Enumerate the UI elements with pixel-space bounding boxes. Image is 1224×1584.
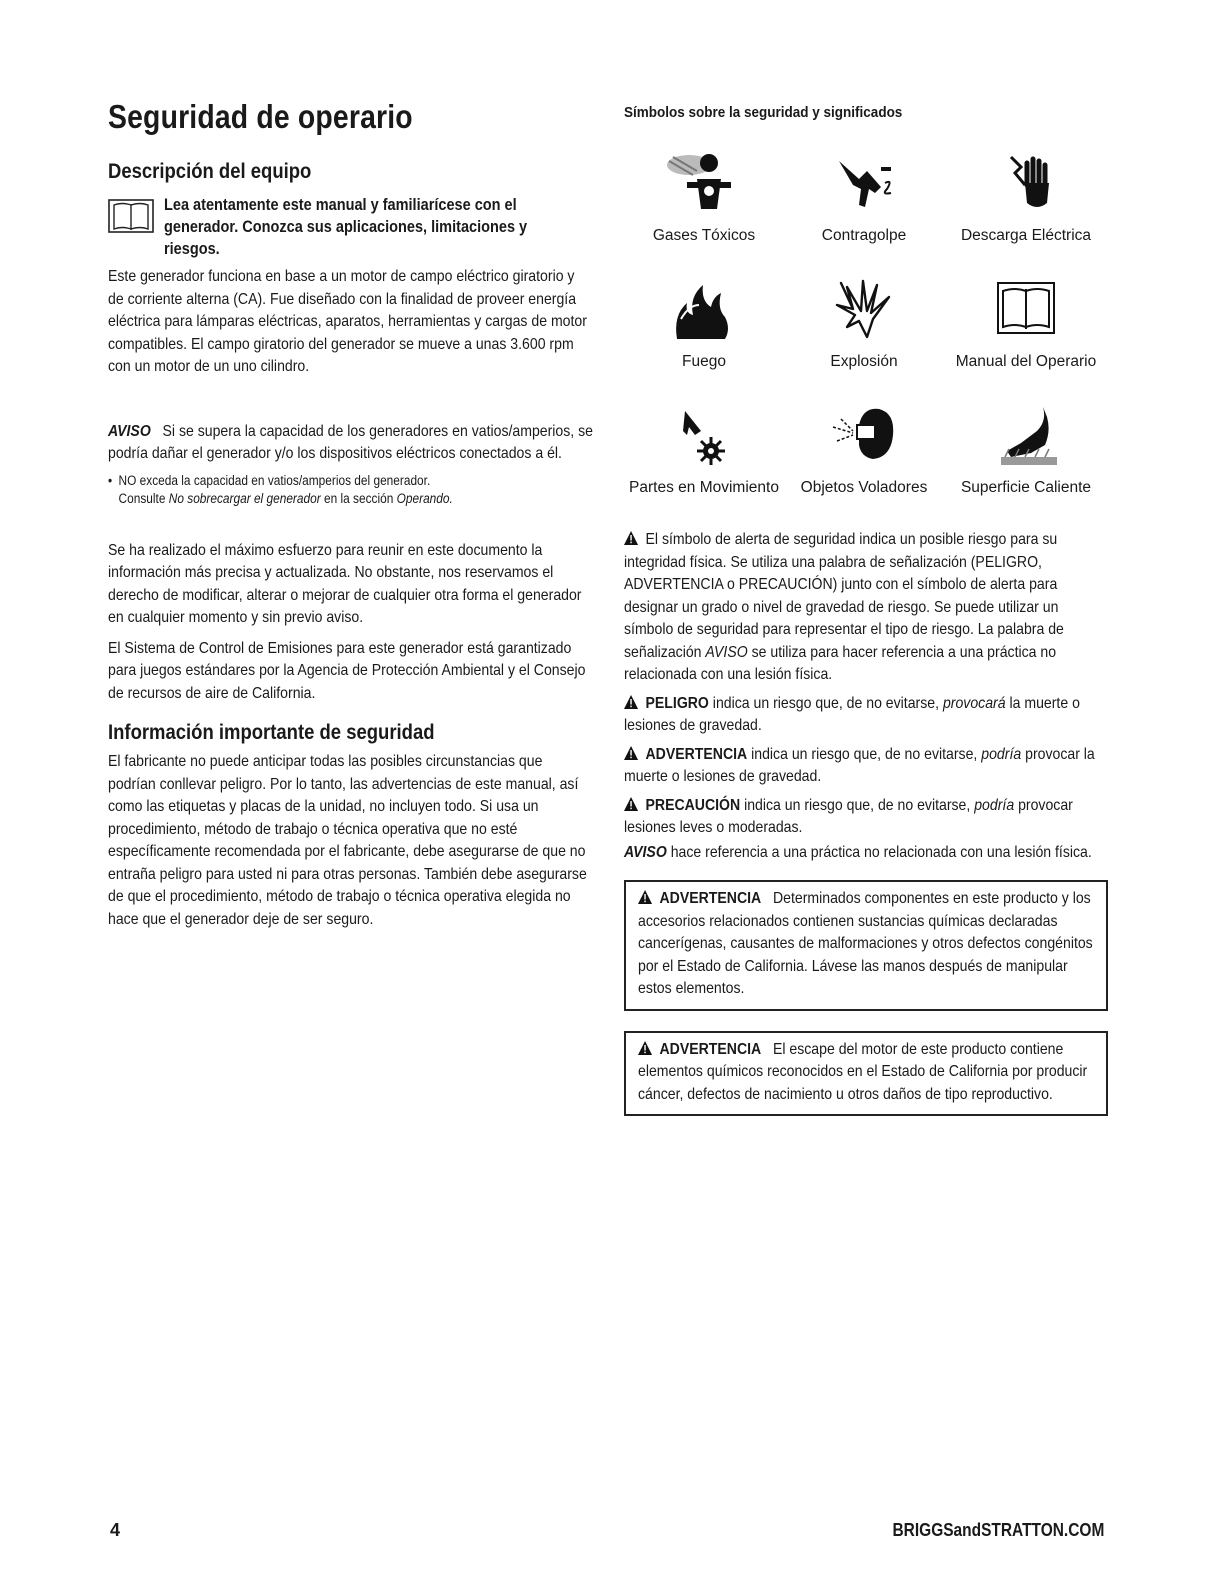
bullet-consult: Consulte <box>118 490 166 506</box>
advertencia-tail: provocar la muerte o lesiones de gravedad. <box>624 745 1095 785</box>
manual-note-text: Lea atentamente este manual y familiarícese con el generador. Conozca sus aplicaciones, limitaciones y riesgos. <box>164 196 528 258</box>
equipment-heading: Descripción del equipo <box>108 160 312 183</box>
flying-objects-icon <box>819 401 909 471</box>
symbol-label: Superficie Caliente <box>960 479 1092 496</box>
warning2-paragraph <box>638 1039 1094 1107</box>
explosion-icon <box>819 275 909 345</box>
electric-shock-icon <box>981 149 1071 219</box>
symbol-kickback <box>784 149 944 275</box>
right-column <box>624 104 1108 1116</box>
alert-tail: se utiliza para hacer referencia a una práctica no relacionada con una lesión física. <box>624 643 1057 683</box>
symbol-electric-shock <box>944 149 1108 275</box>
alert-text: El símbolo de alerta de seguridad indica un posible riesgo para su integridad física. Se utiliza una palabra de señalización (PELIGRO, ADVERTENCIA o PRECAUCIÓN) junto con el símbolo de alerta para designar un grado o nivel de gravedad de riesgo. Se puede utilizar un símbolo de seguridad para representar el tipo de riesgo. La palabra de señalización <box>624 531 1064 661</box>
warning-box-exhaust <box>624 1031 1108 1117</box>
symbol-label: Manual del Operario <box>955 353 1097 370</box>
disclaimer-text: Se ha realizado el máximo esfuerzo para reunir en este documento la información más precisa y actualizada. No obstante, nos reservamos el derecho de modificar, alterar o mejorar de cualquier otra forma el generador en cualquier momento y sin previo aviso. <box>108 541 582 626</box>
symbol-flying-objects <box>784 401 944 527</box>
aviso-def-text: hace referencia a una práctica no relacionada con una lesión física. <box>670 843 1092 861</box>
precaucion-tail: provocar lesiones leves o moderadas. <box>624 796 1073 836</box>
kickback-icon <box>819 149 909 219</box>
peligro-tail: la muerte o lesiones de gravedad. <box>624 694 1080 734</box>
hot-surface-icon <box>981 401 1071 471</box>
symbol-label: Objetos Voladores <box>800 479 928 496</box>
website-link[interactable]: BRIGGSandSTRATTON.COM <box>892 1520 1104 1540</box>
manual-note <box>108 194 594 260</box>
advertencia-label: ADVERTENCIA <box>645 745 748 763</box>
symbol-explosion <box>784 275 944 401</box>
warning1-text: Determinados componentes en este producto y los accesorios relacionados contienen sustancias químicas declaradas cancerígenas, causantes de malformaciones y otros defectos congénitos por el Estado de California. Lávese las manos después de manipular estos elementos. <box>638 890 1093 997</box>
operator-manual-icon <box>981 275 1071 345</box>
symbols-grid <box>624 149 1108 527</box>
bullet-section: Operando. <box>396 490 453 506</box>
safety-alert-icon <box>638 890 652 904</box>
equipment-text: Este generador funciona en base a un motor de campo eléctrico giratorio y de corriente alterna (CA). Fue diseñado con la finalidad de proveer energía eléctrica para lámparas eléctricas, aparatos, herramientas y cargas de motor compatibles. El campo giratorio del generador se mueve a unas 3.600 rpm con un motor de un uno cilindro. <box>108 268 587 375</box>
fire-icon <box>659 275 749 345</box>
aviso-label: AVISO <box>108 422 151 440</box>
safety-alert-icon <box>624 746 638 760</box>
warning2-text: El escape del motor de este producto contiene elementos químicos reconocidos en el Estado de California por producir cáncer, defectos de nacimiento u otros daños de tipo reproductivo. <box>638 1040 1088 1103</box>
bullet-text: NO exceda la capacidad en vatios/amperios del generador. <box>118 472 431 488</box>
symbols-heading: Símbolos sobre la seguridad y significados <box>624 104 903 121</box>
symbol-fire <box>624 275 784 401</box>
toxic-gas-icon <box>659 149 749 219</box>
precaucion-emphasis: podría <box>974 796 1015 814</box>
safety-alert-icon <box>624 695 638 709</box>
peligro-label: PELIGRO <box>645 694 709 712</box>
symbol-label: Descarga Eléctrica <box>960 227 1092 244</box>
bullet-mid: en la sección <box>323 490 394 506</box>
moving-parts-icon <box>659 401 749 471</box>
warning1-paragraph <box>638 888 1094 1001</box>
aviso-text: Si se supera la capacidad de los generadores en vatios/amperios, se podría dañar el generador y/o los dispositivos eléctricos conectados a él. <box>108 422 594 462</box>
warning-box-chemicals <box>624 880 1108 1011</box>
warning2-label: ADVERTENCIA <box>659 1040 762 1058</box>
precaucion-label: PRECAUCIÓN <box>645 796 741 814</box>
safety-alert-icon <box>624 531 638 545</box>
peligro-emphasis: provocará <box>942 694 1006 712</box>
page-number: 4 <box>110 1520 121 1540</box>
emissions-text: El Sistema de Control de Emisiones para este generador está garantizado para juegos estándares por la Agencia de Protección Ambiental y el Consejo de recursos de aire de California. <box>108 639 586 702</box>
bullet-reference: No sobrecargar el generador <box>168 490 321 506</box>
manual-book-icon <box>108 198 154 234</box>
page-title: Seguridad de operario <box>108 98 413 135</box>
precaucion-paragraph <box>624 795 1108 840</box>
symbol-label: Partes en Movimiento <box>629 479 779 496</box>
advertencia-text: indica un riesgo que, de no evitarse, <box>751 745 978 763</box>
info-heading: Información importante de seguridad <box>108 721 435 744</box>
peligro-paragraph <box>624 693 1108 738</box>
symbol-label: Fuego <box>682 353 726 370</box>
alert-aviso: AVISO <box>705 643 748 661</box>
safety-alert-icon <box>638 1041 652 1055</box>
alert-paragraph <box>624 529 1108 687</box>
symbol-moving-parts <box>624 401 784 527</box>
symbol-label: Gases Tóxicos <box>652 227 756 244</box>
precaucion-text: indica un riesgo que, de no evitarse, <box>744 796 971 814</box>
warning1-label: ADVERTENCIA <box>659 890 762 907</box>
safety-alert-icon <box>624 797 638 811</box>
aviso-paragraph <box>108 421 594 466</box>
advertencia-paragraph <box>624 744 1108 789</box>
symbol-toxic-gas <box>624 149 784 275</box>
symbol-label: Explosión <box>830 353 898 370</box>
aviso-bullet: • NO exceda la capacidad en vatios/amperios del generador. Consulte No sobrecargar el generador en la sección Operando. <box>108 472 453 506</box>
aviso-definition <box>624 842 1108 865</box>
advertencia-emphasis: podría <box>981 745 1022 763</box>
symbol-operator-manual <box>944 275 1108 401</box>
info-text: El fabricante no puede anticipar todas las posibles circunstancias que podrían conllevar peligro. Por lo tanto, las advertencias de este manual, así como las etiquetas y placas de la unidad, no incluyen todo. Si usa un procedimiento, método de trabajo o técnica operativa que no esté específicamente recomendada por el fabricante, debe asegurarse de que no entraña peligro para usted ni para otras personas. También debe asegurarse de que el procedimiento, método de trabajo o técnica operativa elegida no hace que el generador deje de ser seguro. <box>108 753 587 928</box>
symbol-hot-surface <box>944 401 1108 527</box>
aviso-def-label: AVISO <box>624 843 667 861</box>
peligro-text: indica un riesgo que, de no evitarse, <box>712 694 940 712</box>
left-column <box>108 98 594 931</box>
symbol-label: Contragolpe <box>821 227 907 244</box>
